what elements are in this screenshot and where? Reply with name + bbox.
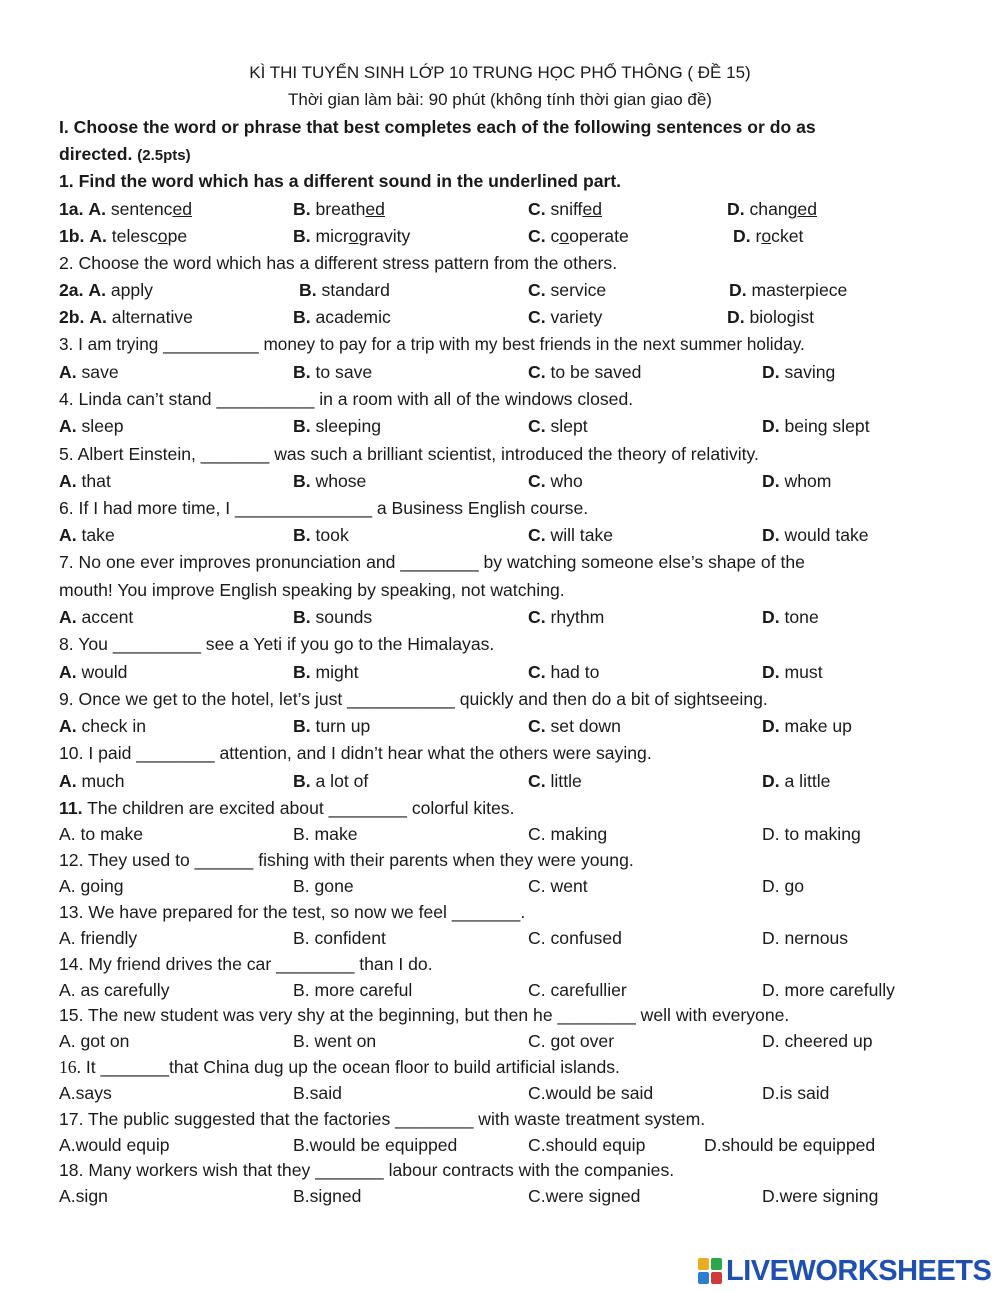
- option-letter: B.: [293, 199, 311, 219]
- underlined-part: ed: [797, 199, 817, 219]
- q7-option-d: D. tone: [762, 607, 819, 627]
- option-letter: D.: [727, 307, 745, 327]
- option-text: set down: [550, 716, 621, 736]
- question-text: It _______that China dug up the ocean floor to build artificial islands.: [81, 1057, 620, 1077]
- option-text: tone: [784, 607, 819, 627]
- q2a-option-a: [59, 278, 153, 302]
- section-heading-cont: [59, 142, 191, 168]
- logo-square-blue: [698, 1272, 709, 1284]
- option-letter: D.: [733, 226, 751, 246]
- logo-square-yellow: [698, 1258, 709, 1270]
- q9-option-c: C. set down: [528, 716, 621, 736]
- section-heading-word: directed.: [59, 144, 133, 164]
- q1a-option-d: [727, 197, 817, 221]
- q1a-number: 1a.: [59, 199, 84, 219]
- option-text: will take: [550, 525, 614, 545]
- logo-text: LIVEWORKSHEETS: [726, 1254, 992, 1287]
- word-part: chang: [749, 199, 798, 219]
- q17-option-a: A.would equip: [59, 1135, 170, 1155]
- word-part: r: [755, 226, 762, 246]
- option-text: saving: [784, 362, 836, 382]
- q1a-option-c: [528, 197, 602, 221]
- task2-instruction: 2. Choose the word which has a different stress pattern from the others.: [59, 253, 618, 273]
- underlined-part: o: [559, 226, 570, 246]
- q1a-option-a: [59, 197, 192, 221]
- option-letter: B.: [299, 280, 317, 300]
- q1b-option-b: [293, 224, 410, 248]
- liveworksheets-logo-icon: [698, 1258, 722, 1284]
- q1b-option-a: [59, 224, 187, 248]
- q11-option-b: B. make: [293, 824, 358, 844]
- task1-label: 1.: [59, 171, 74, 191]
- question-10: 10. I paid ________ attention, and I didn’t hear what the others were saying.: [59, 743, 652, 763]
- option-letter: D.: [727, 199, 745, 219]
- question-15: 15. The new student was very shy at the beginning, but then he ________ well with everyone.: [59, 1005, 790, 1025]
- question-12: 12. They used to ______ fishing with their parents when they were young.: [59, 850, 634, 870]
- q5-option-a: A. that: [59, 471, 111, 491]
- option-text: would: [81, 662, 128, 682]
- task1-instruction: [59, 169, 621, 193]
- word-part: c: [550, 226, 560, 246]
- q1b-option-c: [528, 224, 629, 248]
- option-text: standard: [321, 280, 390, 300]
- option-text: sleeping: [315, 416, 382, 436]
- underlined-part: ed: [582, 199, 603, 219]
- option-text: who: [550, 471, 583, 491]
- q4-option-b: B. sleeping: [293, 416, 382, 436]
- question-16: [59, 1055, 620, 1079]
- q9-option-d: D. make up: [762, 716, 852, 736]
- option-text: variety: [550, 307, 603, 327]
- q9-option-b: B. turn up: [293, 716, 371, 736]
- q11-number: 11.: [59, 798, 83, 818]
- word-part: sniff: [550, 199, 583, 219]
- option-text: whose: [315, 471, 367, 491]
- option-letter: C.: [528, 280, 546, 300]
- q12-option-d: D. go: [762, 876, 805, 896]
- option-letter: A.: [89, 307, 107, 327]
- q14-option-d: D. more carefully: [762, 980, 895, 1000]
- exam-subtitle: Thời gian làm bài: 90 phút (không tính thời gian giao đề): [288, 90, 712, 109]
- q8-option-b: B. might: [293, 662, 359, 682]
- word-part: sentenc: [110, 199, 173, 219]
- underlined-part: o: [157, 226, 168, 246]
- section-points: (2.5pts): [137, 147, 191, 164]
- q5-option-b: B. whose: [293, 471, 367, 491]
- option-text: make up: [784, 716, 852, 736]
- q18-option-a: A.sign: [59, 1186, 108, 1206]
- q2a-option-c: [528, 278, 606, 302]
- question-4: 4. Linda can’t stand __________ in a room with all of the windows closed.: [59, 389, 634, 409]
- q16-option-d: D.is said: [762, 1083, 830, 1103]
- q3-option-a: A. save: [59, 362, 119, 382]
- q7-option-a: A. accent: [59, 607, 134, 627]
- option-text: academic: [315, 307, 391, 327]
- option-letter: C.: [528, 307, 546, 327]
- q2b-option-d: [727, 305, 814, 329]
- q13-option-d: D. nernous: [762, 928, 849, 948]
- q6-option-a: A. take: [59, 525, 115, 545]
- q2a-option-b: [299, 278, 390, 302]
- q8-option-d: D. must: [762, 662, 823, 682]
- option-text: a lot of: [315, 771, 369, 791]
- option-text: apply: [110, 280, 153, 300]
- question-11: [59, 796, 514, 820]
- q17-option-c: C.should equip: [528, 1135, 646, 1155]
- option-text: biologist: [749, 307, 815, 327]
- option-text: whom: [784, 471, 832, 491]
- q18-option-c: C.were signed: [528, 1186, 641, 1206]
- q11-option-c: C. making: [528, 824, 608, 844]
- q16-option-c: C.would be said: [528, 1083, 654, 1103]
- option-text: save: [81, 362, 119, 382]
- q11-option-a: A. to make: [59, 824, 144, 844]
- option-text: a little: [784, 771, 831, 791]
- q15-option-c: C. got over: [528, 1031, 615, 1051]
- q17-option-d: D.should be equipped: [704, 1135, 876, 1155]
- q16-option-a: A.says: [59, 1083, 112, 1103]
- q15-option-a: A. got on: [59, 1031, 130, 1051]
- q13-option-b: B. confident: [293, 928, 386, 948]
- q5-option-c: C. who: [528, 471, 583, 491]
- q2b-option-b: [293, 305, 391, 329]
- q7-option-b: B. sounds: [293, 607, 373, 627]
- q11-option-d: D. to making: [762, 824, 861, 844]
- q15-option-b: B. went on: [293, 1031, 377, 1051]
- option-text: sounds: [315, 607, 373, 627]
- option-text: must: [784, 662, 823, 682]
- q18-option-d: D.were signing: [762, 1186, 879, 1206]
- q12-option-c: C. went: [528, 876, 588, 896]
- question-17: 17. The public suggested that the factories ________ with waste treatment system.: [59, 1109, 706, 1129]
- option-text: little: [550, 771, 582, 791]
- question-18: 18. Many workers wish that they _______ labour contracts with the companies.: [59, 1160, 675, 1180]
- option-letter: C.: [528, 226, 546, 246]
- option-text: take: [81, 525, 115, 545]
- q12-option-a: A. going: [59, 876, 124, 896]
- q2b-option-a: [59, 305, 193, 329]
- question-8: 8. You _________ see a Yeti if you go to the Himalayas.: [59, 634, 495, 654]
- option-text: being slept: [784, 416, 870, 436]
- underlined-part: ed: [365, 199, 385, 219]
- word-part: breath: [315, 199, 366, 219]
- q4-option-a: A. sleep: [59, 416, 124, 436]
- q7-option-c: C. rhythm: [528, 607, 605, 627]
- option-letter: B.: [293, 307, 311, 327]
- section-heading: I. Choose the word or phrase that best completes each of the following sentences or do as: [59, 117, 816, 137]
- option-text: would take: [784, 525, 869, 545]
- option-text: to save: [315, 362, 373, 382]
- underlined-part: o: [348, 226, 359, 246]
- option-letter: A.: [89, 226, 107, 246]
- q13-option-c: C. confused: [528, 928, 622, 948]
- question-3: 3. I am trying __________ money to pay for a trip with my best friends in the next summer holiday.: [59, 334, 805, 354]
- option-text: sleep: [81, 416, 124, 436]
- underlined-part: ed: [172, 199, 193, 219]
- q8-option-a: A. would: [59, 662, 128, 682]
- question-13: 13. We have prepared for the test, so now we feel _______.: [59, 902, 526, 922]
- q10-option-a: A. much: [59, 771, 125, 791]
- q2a-number: 2a.: [59, 280, 84, 300]
- logo-square-green: [711, 1258, 722, 1270]
- q4-option-c: C. slept: [528, 416, 588, 436]
- q1b-number: 1b.: [59, 226, 85, 246]
- word-part: operate: [569, 226, 629, 246]
- q2b-number: 2b.: [59, 307, 85, 327]
- q6-option-c: C. will take: [528, 525, 614, 545]
- q1b-option-d: [733, 224, 803, 248]
- q8-option-c: C. had to: [528, 662, 600, 682]
- option-text: masterpiece: [751, 280, 848, 300]
- option-text: might: [315, 662, 359, 682]
- q13-option-a: A. friendly: [59, 928, 138, 948]
- q10-option-d: D. a little: [762, 771, 831, 791]
- q3-option-d: D. saving: [762, 362, 836, 382]
- option-text: much: [81, 771, 125, 791]
- question-5: 5. Albert Einstein, _______ was such a brilliant scientist, introduced the theory of relativity.: [59, 444, 759, 464]
- option-text: to be saved: [550, 362, 642, 382]
- option-text: that: [81, 471, 111, 491]
- option-text: check in: [81, 716, 147, 736]
- option-text: turn up: [315, 716, 371, 736]
- option-text: had to: [550, 662, 600, 682]
- q15-option-d: D. cheered up: [762, 1031, 873, 1051]
- option-letter: D.: [729, 280, 747, 300]
- q5-option-d: D. whom: [762, 471, 832, 491]
- q3-option-b: B. to save: [293, 362, 373, 382]
- option-text: slept: [550, 416, 588, 436]
- word-part: telesc: [111, 226, 158, 246]
- q2b-option-c: [528, 305, 602, 329]
- logo-square-red: [711, 1272, 722, 1284]
- q10-option-c: C. little: [528, 771, 582, 791]
- question-6: 6. If I had more time, I ______________ a Business English course.: [59, 498, 589, 518]
- question-text: The children are excited about ________ colorful kites.: [87, 798, 515, 818]
- option-text: rhythm: [550, 607, 605, 627]
- q6-option-b: B. took: [293, 525, 349, 545]
- q3-option-c: C. to be saved: [528, 362, 642, 382]
- option-text: took: [315, 525, 349, 545]
- q16-number: 16.: [59, 1057, 81, 1077]
- task1-text: Find the word which has a different sound in the underlined part.: [78, 171, 622, 191]
- option-text: accent: [81, 607, 134, 627]
- q14-option-c: C. carefullier: [528, 980, 627, 1000]
- word-part: cket: [771, 226, 804, 246]
- q1a-option-b: [293, 197, 385, 221]
- underlined-part: o: [761, 226, 772, 246]
- exam-title: KÌ THI TUYỂN SINH LỚP 10 TRUNG HỌC PHỔ THÔNG ( ĐỀ 15): [249, 63, 751, 82]
- option-letter: A.: [88, 280, 106, 300]
- question-7: 7. No one ever improves pronunciation and ________ by watching someone else’s shape of the: [59, 552, 805, 572]
- question-7-cont: mouth! You improve English speaking by speaking, not watching.: [59, 580, 565, 600]
- q14-option-b: B. more careful: [293, 980, 413, 1000]
- option-letter: B.: [293, 226, 311, 246]
- word-part: gravity: [358, 226, 411, 246]
- q14-option-a: A. as carefully: [59, 980, 170, 1000]
- q10-option-b: B. a lot of: [293, 771, 369, 791]
- q2a-option-d: [729, 278, 847, 302]
- option-text: alternative: [111, 307, 193, 327]
- word-part: micr: [315, 226, 349, 246]
- q6-option-d: D. would take: [762, 525, 869, 545]
- q16-option-b: B.said: [293, 1083, 342, 1103]
- word-part: pe: [167, 226, 188, 246]
- q17-option-b: B.would be equipped: [293, 1135, 458, 1155]
- question-14: 14. My friend drives the car ________ than I do.: [59, 954, 433, 974]
- question-9: 9. Once we get to the hotel, let’s just ___________ quickly and then do a bit of sightseeing.: [59, 689, 768, 709]
- q9-option-a: A. check in: [59, 716, 147, 736]
- option-text: service: [550, 280, 607, 300]
- q12-option-b: B. gone: [293, 876, 354, 896]
- option-letter: A.: [88, 199, 106, 219]
- q4-option-d: D. being slept: [762, 416, 870, 436]
- q18-option-b: B.signed: [293, 1186, 362, 1206]
- liveworksheets-logo[interactable]: [698, 1256, 991, 1286]
- option-letter: C.: [528, 199, 546, 219]
